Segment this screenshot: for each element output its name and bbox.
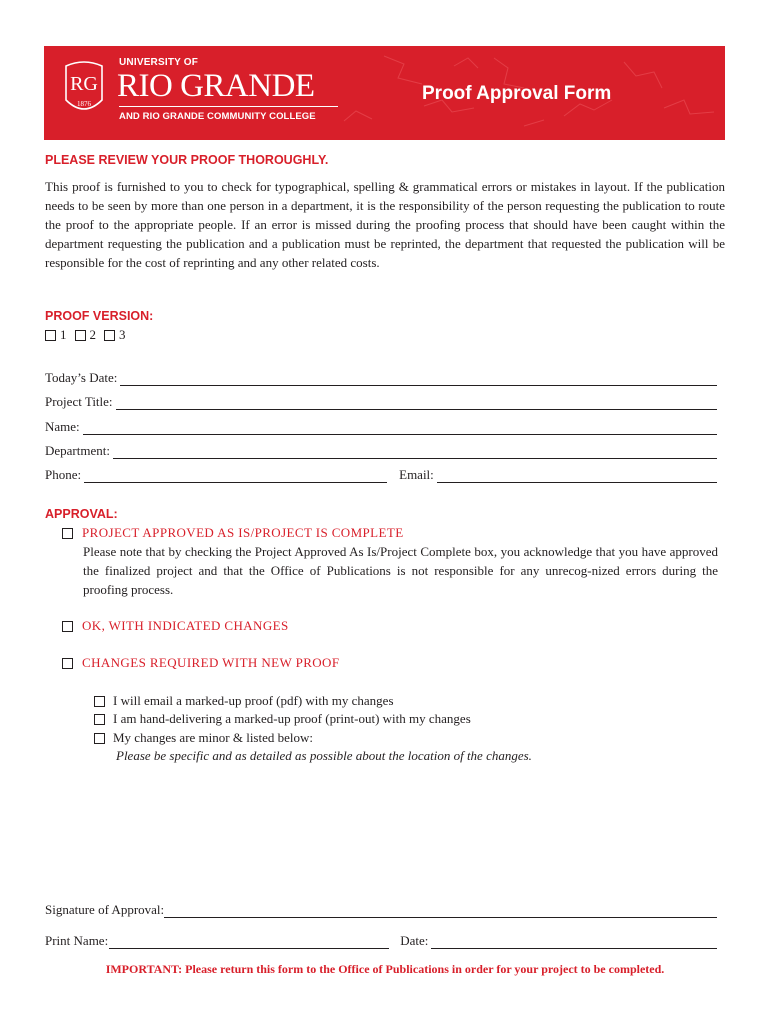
email-label: Email: [399, 467, 434, 482]
option-approved-label: PROJECT APPROVED AS IS/PROJECT IS COMPLETE [82, 525, 404, 540]
approval-note: Please note that by checking the Project Approved As Is/Project Complete box, you acknowledge that you have approved the finalized project and that the Office of Publications is not responsible for any unrecog-nized errors during the proofing process. [83, 544, 718, 597]
logo-year: 1876 [77, 100, 91, 108]
sub-option-minor-label: My changes are minor & listed below: [113, 730, 314, 745]
sub-option-email-label: I will email a marked-up proof (pdf) with my changes [113, 693, 394, 708]
date-input-line[interactable] [120, 372, 717, 386]
approval-heading: APPROVAL: [45, 507, 118, 521]
checkbox[interactable] [94, 714, 105, 725]
checkbox[interactable] [75, 330, 86, 341]
proof-version-options [45, 327, 126, 343]
sub-option-minor[interactable] [94, 730, 313, 746]
option-indicated-changes[interactable] [62, 618, 289, 634]
date-field [45, 369, 717, 386]
sub-option-hand-deliver[interactable] [94, 711, 471, 727]
project-title-field [45, 393, 717, 410]
signature-field [45, 901, 717, 918]
checkbox[interactable] [62, 621, 73, 632]
name-input-line[interactable] [83, 421, 717, 435]
print-name-date-row [45, 932, 717, 949]
sign-date-label: Date: [400, 933, 429, 948]
review-heading: PLEASE REVIEW YOUR PROOF THOROUGHLY. [45, 153, 329, 167]
university-logo-icon [63, 60, 105, 120]
checkbox[interactable] [62, 528, 73, 539]
changes-instruction: Please be specific and as detailed as possible about the location of the changes. [116, 748, 532, 763]
email-input-line[interactable] [437, 469, 717, 483]
signature-label: Signature of Approval: [45, 902, 165, 917]
logo-university-of: UNIVERSITY OF [119, 57, 199, 68]
department-field [45, 442, 717, 459]
option-new-proof[interactable] [62, 655, 339, 671]
project-title-input-line[interactable] [116, 396, 717, 410]
department-input-line[interactable] [113, 445, 717, 459]
header-banner [44, 46, 725, 140]
checkbox[interactable] [94, 696, 105, 707]
project-title-label: Project Title: [45, 394, 113, 409]
sign-date-input-line[interactable] [431, 935, 717, 949]
logo-subtitle: AND RIO GRANDE COMMUNITY COLLEGE [119, 111, 316, 122]
option-changes-label: OK, WITH INDICATED CHANGES [82, 618, 289, 633]
option-new-proof-label: CHANGES REQUIRED WITH NEW PROOF [82, 655, 340, 670]
logo-divider [119, 106, 338, 107]
phone-label: Phone: [45, 467, 82, 482]
version-option-2[interactable]: 2 [75, 327, 97, 343]
option-approved-complete[interactable] [62, 525, 404, 541]
checkbox[interactable] [45, 330, 56, 341]
checkbox[interactable] [94, 733, 105, 744]
print-name-label: Print Name: [45, 933, 109, 948]
important-note: IMPORTANT: Please return this form to the Office of Publications in order for your project to be completed. [105, 962, 665, 976]
logo-name: RIO GRANDE [117, 68, 315, 104]
phone-email-row [45, 466, 717, 483]
name-label: Name: [45, 419, 80, 434]
signature-input-line[interactable] [164, 904, 717, 918]
sub-option-hand-deliver-label: I am hand-delivering a marked-up proof (print-out) with my changes [113, 711, 471, 726]
sub-option-email[interactable] [94, 693, 394, 709]
name-field [45, 418, 717, 435]
intro-paragraph: This proof is furnished to you to check for typographical, spelling & grammatical errors or mistakes in layout. If the publication needs to be seen by more than one person in a department, it is the responsibility of the person requesting the publication to route the proof to the appropriate people. If an error is missed during the proofing process that should have been caught within the department requesting the publication and a publication must be reprinted, the department that requested the publication will be responsible for the cost of reprinting and any other related costs. [45, 179, 725, 270]
phone-input-line[interactable] [84, 469, 387, 483]
logo-letters: RG [70, 73, 98, 95]
proof-version-heading: PROOF VERSION: [45, 309, 154, 323]
version-option-1[interactable]: 1 [45, 327, 67, 343]
print-name-input-line[interactable] [109, 935, 389, 949]
date-label: Today’s Date: [45, 370, 118, 385]
department-label: Department: [45, 443, 110, 458]
version-option-3[interactable]: 3 [104, 327, 126, 343]
form-title: Proof Approval Form [422, 83, 612, 104]
checkbox[interactable] [62, 658, 73, 669]
checkbox[interactable] [104, 330, 115, 341]
